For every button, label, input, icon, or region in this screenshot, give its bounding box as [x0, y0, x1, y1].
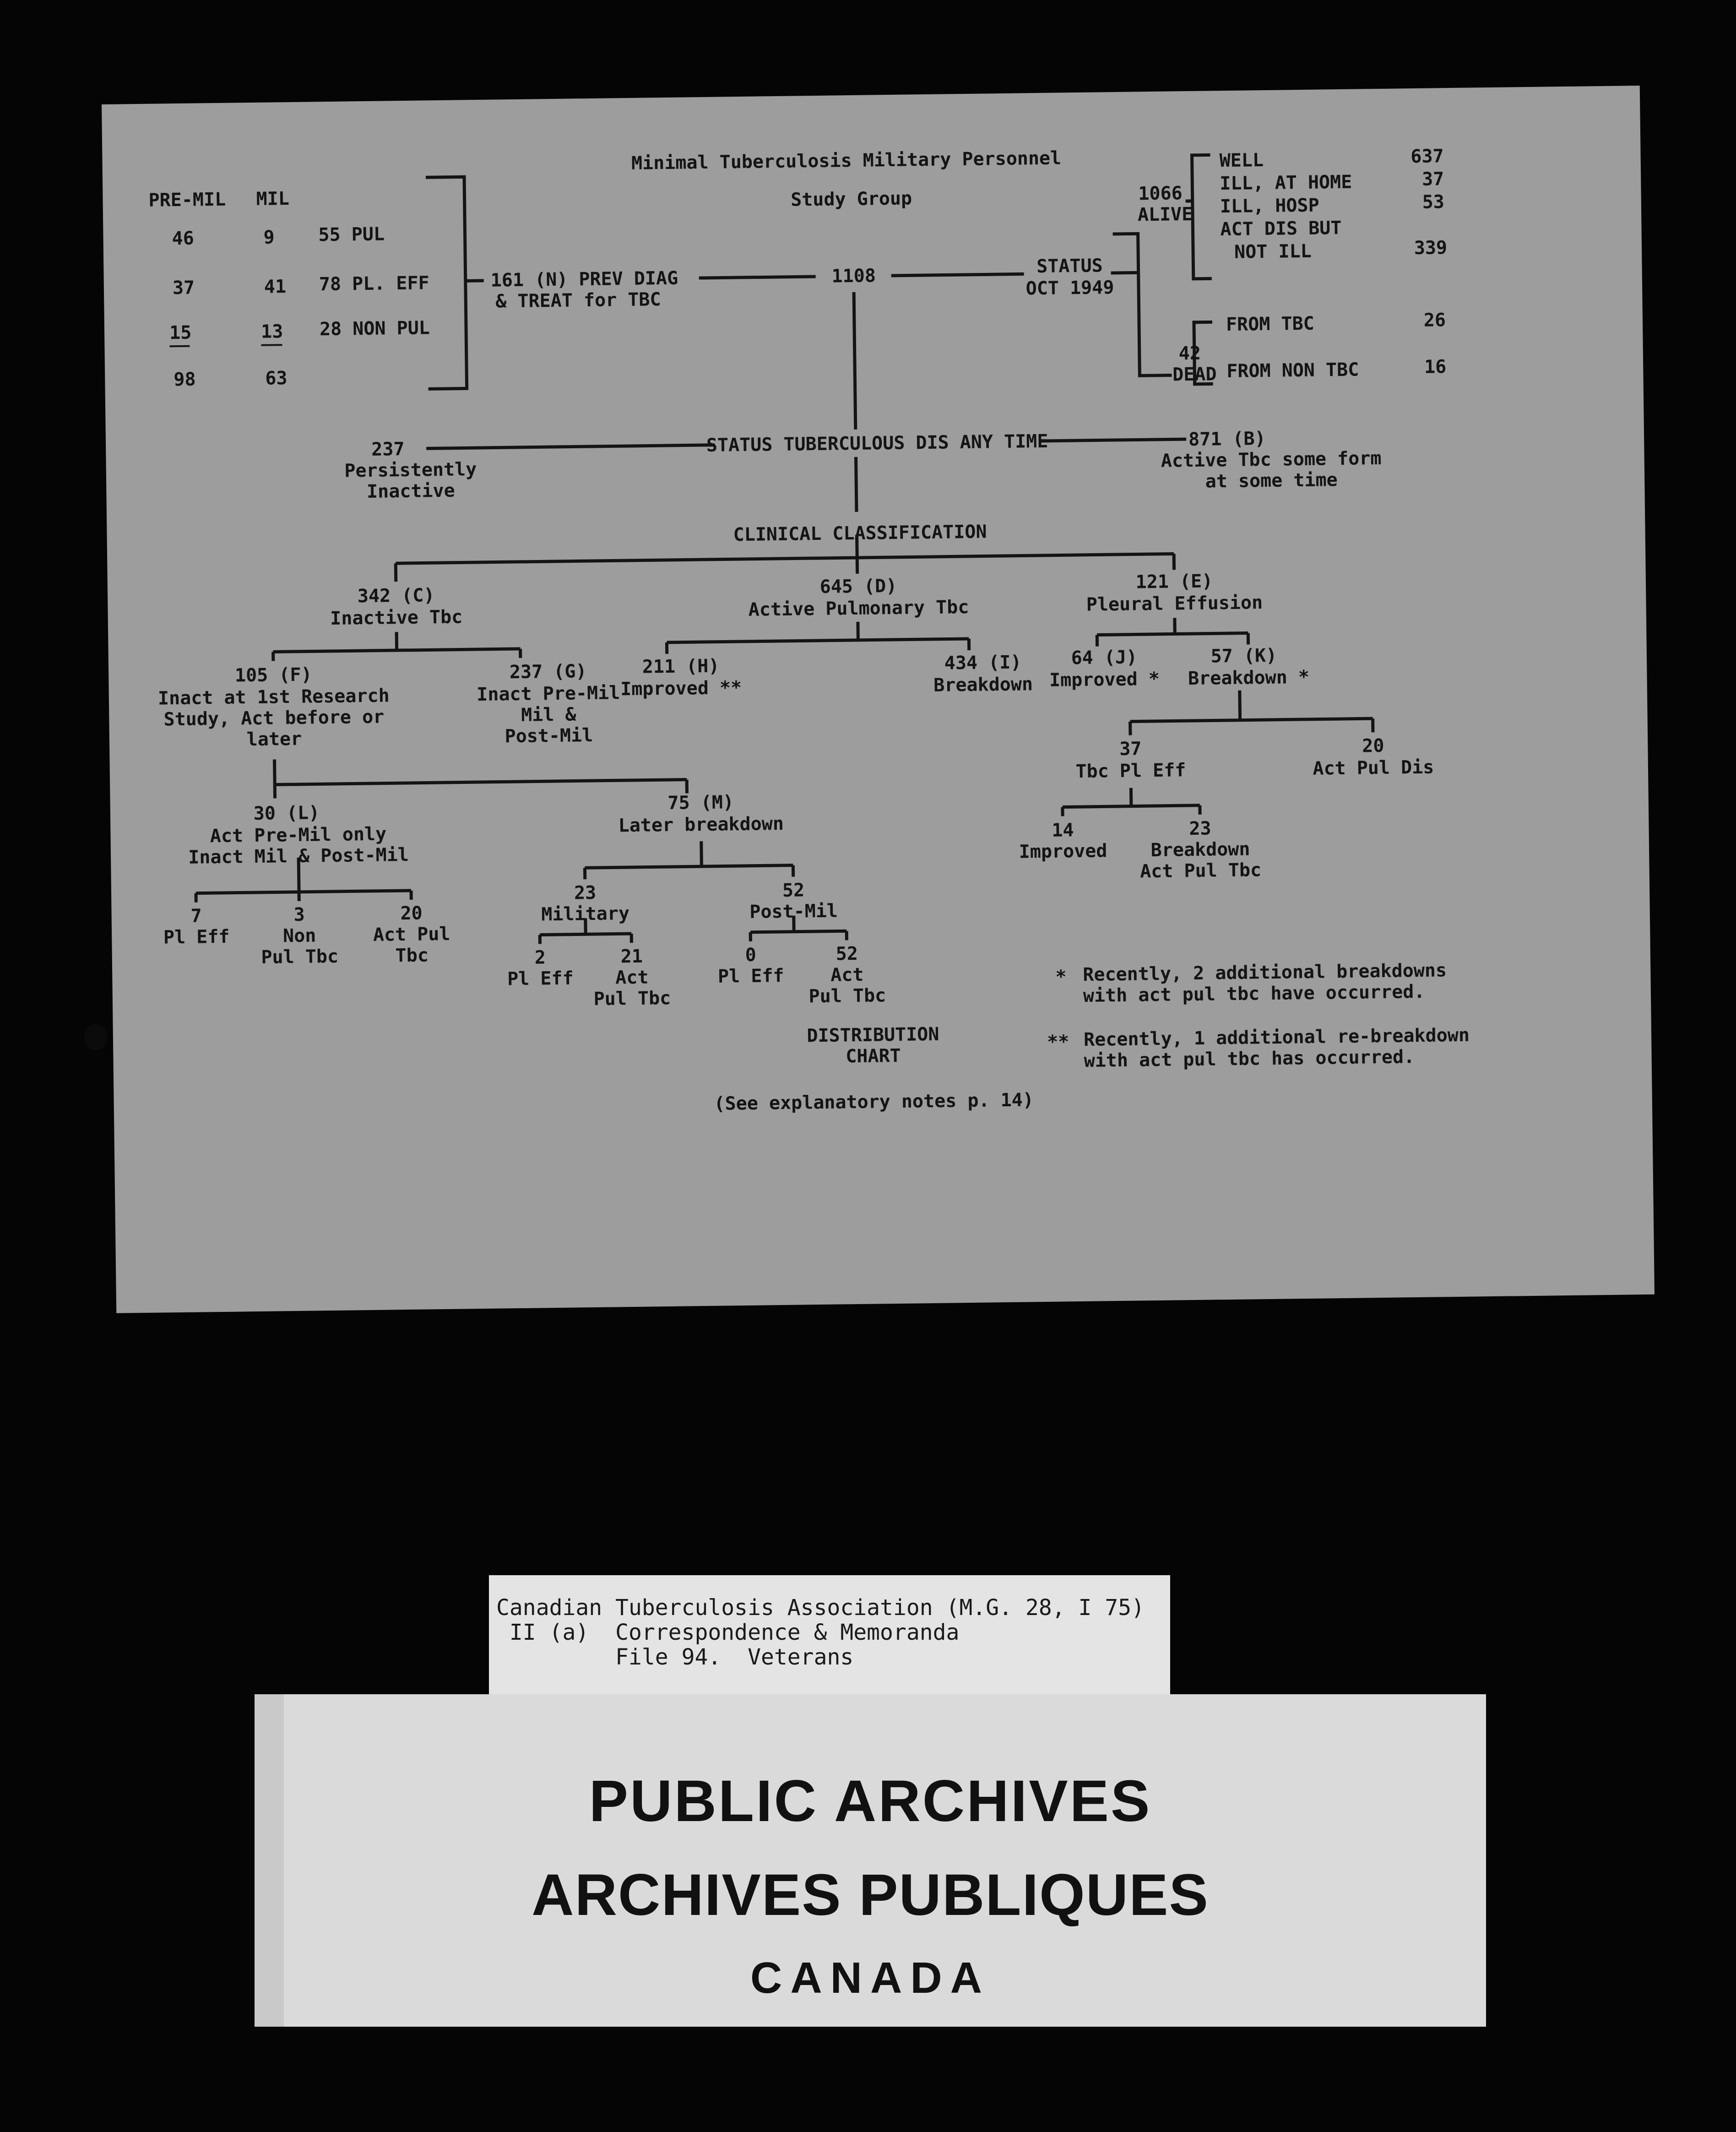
connector — [1040, 439, 1186, 441]
inactive-any-count: 237 — [371, 438, 405, 460]
archives-line: ARCHIVES PUBLIQUES — [532, 1862, 1209, 1928]
active-any-label: at some time — [1205, 469, 1338, 492]
connector — [750, 931, 846, 932]
footnote-mark: * — [1055, 966, 1067, 988]
table-cell: 55 PUL — [318, 223, 385, 246]
footnote-text: Recently, 1 additional re-breakdown — [1083, 1024, 1470, 1050]
l-child-count: 3 — [293, 904, 305, 926]
tbc-child-label: Breakdown — [1150, 838, 1250, 861]
connector — [273, 649, 521, 652]
node-k-label: Breakdown * — [1188, 666, 1310, 690]
node-k-count: 57 (K) — [1210, 645, 1277, 667]
node-f-label: Inact at 1st Research — [157, 685, 390, 709]
node-g-label: Inact Pre-Mil — [476, 682, 620, 706]
connector — [1111, 272, 1139, 273]
table-cell: 28 NON PUL — [319, 317, 430, 340]
footnote-mark: ** — [1047, 1031, 1069, 1053]
military-child-count: 21 — [620, 946, 643, 968]
inactive-any-label: Inactive — [366, 480, 455, 502]
connector — [426, 445, 715, 449]
postmil-child-label: Act — [830, 964, 864, 986]
dead-label: DEAD — [1172, 364, 1217, 386]
postmil-label: Post-Mil — [749, 900, 838, 923]
connector — [396, 554, 1174, 563]
catalog-line: Canadian Tuberculosis Association (M.G. 28, I 75) — [496, 1595, 1145, 1621]
node-m-label: Later breakdown — [618, 813, 784, 837]
table-cell: 13 — [260, 321, 283, 343]
tbc-child-label: Improved — [1019, 840, 1107, 863]
chart-subtitle: Study Group — [790, 188, 912, 211]
node-e-count: 121 (E) — [1135, 571, 1213, 593]
connector — [1113, 234, 1172, 376]
dead-item: FROM TBC — [1226, 313, 1314, 336]
node-i-count: 434 (I) — [944, 652, 1022, 674]
node-i-label: Breakdown — [933, 674, 1033, 696]
military-child-count: 2 — [534, 947, 546, 968]
node-g-count: 237 (G) — [509, 661, 587, 683]
footnote-text: with act pul tbc have occurred. — [1083, 981, 1425, 1006]
alive-value: 37 — [1421, 169, 1444, 190]
act-pul-dis-label: Act Pul Dis — [1313, 756, 1434, 779]
col-header-mil: MIL — [256, 188, 290, 210]
status-any-time: STATUS TUBERCULOUS DIS ANY TIME — [706, 430, 1048, 456]
alive-item: ILL, AT HOME — [1220, 171, 1352, 195]
node-f-count: 105 (F) — [234, 664, 312, 686]
table-cell: 46 — [172, 228, 195, 250]
node-c-count: 342 (C) — [357, 585, 435, 607]
status-oct-label: STATUS — [1036, 255, 1103, 277]
underline-mark — [169, 346, 190, 347]
footnote-text: with act pul tbc has occurred. — [1084, 1046, 1415, 1071]
node-m-count: 75 (M) — [667, 792, 734, 814]
l-child-label: Non — [282, 925, 316, 947]
alive-label: ALIVE — [1137, 203, 1193, 226]
connector — [1192, 155, 1212, 278]
table-cell: 63 — [265, 368, 288, 389]
alive-count: 1066 — [1138, 183, 1183, 205]
node-d-label: Active Pulmonary Tbc — [748, 596, 969, 620]
connector — [540, 934, 631, 935]
archives-line: PUBLIC ARCHIVES — [589, 1768, 1152, 1834]
tbc-pl-eff-label: Tbc Pl Eff — [1075, 760, 1186, 783]
node-f-label: later — [246, 728, 302, 751]
node-l-label: Inact Mil & Post-Mil — [188, 844, 409, 868]
node-e-label: Pleural Effusion — [1086, 592, 1263, 615]
dead-item: FROM NON TBC — [1226, 359, 1359, 382]
l-child-count: 20 — [400, 903, 423, 925]
node-j-count: 64 (J) — [1071, 647, 1138, 669]
distribution-chart-title: CHART — [846, 1045, 901, 1067]
table-cell: 78 PL. EFF — [319, 272, 429, 295]
military-label: Military — [541, 903, 630, 925]
prev-diag-label: & TREAT for TBC — [495, 289, 661, 312]
active-any-count: 871 (B) — [1188, 428, 1266, 451]
connector — [856, 457, 857, 512]
alive-item: WELL — [1219, 150, 1264, 172]
distribution-chart-sheet — [102, 86, 1655, 1313]
table-cell: 37 — [172, 277, 195, 299]
catalog-label — [489, 1575, 1170, 1695]
military-child-label: Act — [615, 967, 649, 989]
connector — [585, 865, 793, 868]
connector — [1130, 718, 1373, 721]
connector — [1097, 633, 1248, 635]
node-h-count: 211 (H) — [642, 655, 720, 678]
dead-value: 26 — [1423, 310, 1446, 331]
postmil-child-count: 52 — [835, 943, 858, 965]
alive-item: NOT ILL — [1234, 240, 1312, 263]
tbc-child-count: 23 — [1189, 818, 1211, 840]
alive-item: ACT DIS BUT — [1220, 217, 1342, 240]
alive-item: ILL, HOSP — [1220, 195, 1319, 218]
dead-value: 16 — [1424, 356, 1447, 378]
catalog-line: II (a) Correspondence & Memoranda — [496, 1620, 960, 1645]
chart-title: Minimal Tuberculosis Military Personnel — [631, 147, 1062, 174]
archives-line: CANADA — [750, 1953, 990, 2002]
l-child-label: Tbc — [395, 945, 429, 967]
table-cell: 15 — [169, 322, 192, 344]
connector — [701, 841, 702, 866]
status-oct-label: OCT 1949 — [1025, 277, 1114, 299]
connector — [891, 274, 1024, 276]
l-child-label: Pul Tbc — [261, 946, 339, 968]
connector — [426, 177, 467, 389]
public-archives-card — [255, 1694, 1486, 2027]
dead-count: 42 — [1178, 343, 1201, 364]
alive-value: 637 — [1410, 146, 1444, 168]
connector — [699, 277, 816, 278]
postmil-child-label: Pul Tbc — [808, 985, 886, 1007]
alive-value: 339 — [1414, 237, 1448, 259]
l-child-label: Act Pul — [373, 923, 450, 946]
connector — [667, 639, 969, 642]
node-l-count: 30 (L) — [253, 802, 320, 825]
table-cell: 9 — [263, 227, 275, 248]
postmil-child-label: Pl Eff — [717, 965, 784, 987]
connector — [1063, 805, 1200, 807]
act-pul-dis-count: 20 — [1362, 735, 1384, 757]
tbc-pl-eff-count: 37 — [1119, 738, 1142, 760]
inactive-any-label: Persistently — [344, 459, 477, 482]
military-child-label: Pl Eff — [507, 968, 574, 990]
active-any-label: Active Tbc some form — [1161, 447, 1382, 472]
node-d-count: 645 (D) — [819, 575, 897, 598]
node-g-label: Post-Mil — [505, 724, 593, 747]
col-header-premil: PRE-MIL — [148, 189, 226, 211]
l-child-label: Pl Eff — [163, 926, 230, 948]
clinical-classification: CLINICAL CLASSIFICATION — [733, 521, 987, 546]
node-j-label: Improved * — [1049, 668, 1160, 691]
table-cell: 98 — [174, 369, 196, 391]
connector — [196, 891, 411, 893]
connector — [275, 779, 687, 784]
prev-diag-label: 161 (N) PREV DIAG — [490, 267, 678, 291]
node-l-label: Act Pre-Mil only — [210, 823, 387, 847]
military-count: 23 — [574, 882, 597, 904]
distribution-chart-title: DISTRIBUTION — [807, 1023, 939, 1047]
catalog-line: File 94. Veterans — [496, 1644, 854, 1670]
l-child-count: 7 — [190, 905, 202, 927]
tbc-child-count: 14 — [1052, 820, 1074, 841]
node-f-label: Study, Act before or — [163, 706, 385, 730]
connector — [854, 292, 856, 430]
table-cell: 41 — [264, 276, 287, 298]
explanatory-note: (See explanatory notes p. 14) — [714, 1089, 1034, 1115]
node-g-label: Mil & — [521, 704, 576, 726]
alive-value: 53 — [1422, 191, 1445, 213]
tbc-child-label: Act Pul Tbc — [1139, 859, 1262, 882]
postmil-child-count: 0 — [745, 944, 757, 966]
footnote-text: Recently, 2 additional breakdowns — [1083, 960, 1447, 985]
node-c-label: Inactive Tbc — [330, 606, 463, 629]
postmil-count: 52 — [782, 880, 805, 901]
ink-blot — [84, 1024, 107, 1050]
node-h-label: Improved ** — [620, 677, 742, 700]
military-child-label: Pul Tbc — [593, 987, 671, 1010]
total-count: 1108 — [831, 265, 876, 287]
